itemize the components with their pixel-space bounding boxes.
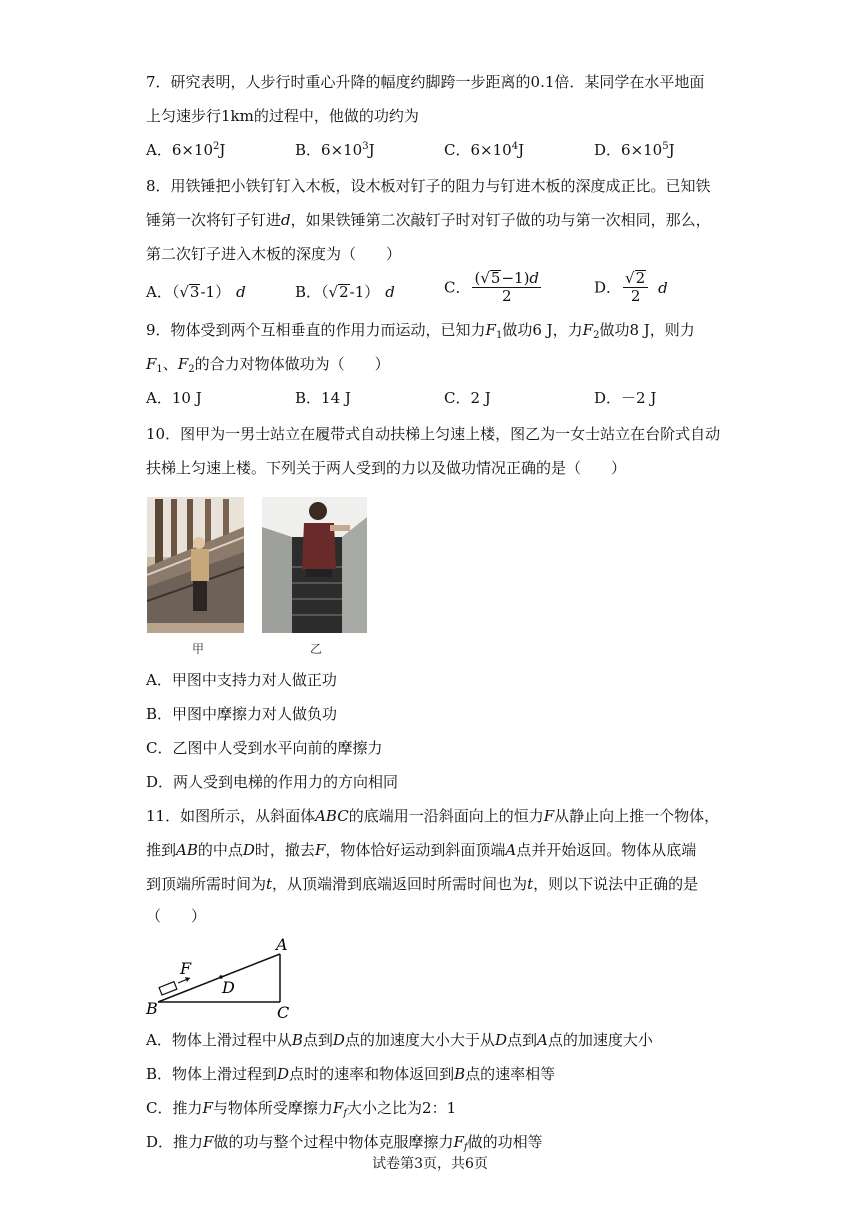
- q10-option-d: D．两人受到电梯的作用力的方向相同: [146, 773, 399, 791]
- q9-stem-line1: 9．物体受到两个互相垂直的作用力而运动，已知力$F_1$做功6 J，力$F_2$做功8 J，则力: [146, 321, 695, 341]
- photo-caption-yi: 乙: [310, 642, 323, 656]
- q7-option-a: A．$6\times 10^2J$: [146, 141, 226, 159]
- q8-option-c: C． $\frac{(√5-1)d}{2}$: [444, 269, 540, 305]
- escalator-photo-yi: [262, 497, 367, 633]
- q8-stem-line3: 第二次钉子进入木板的深度为（ ）: [146, 245, 402, 263]
- label-b: B: [146, 999, 158, 1018]
- label-a: A: [276, 935, 288, 954]
- q8-stem-line1: 8．用铁锤把小铁钉钉入木板，设木板对钉子的阻力与钉进木板的深度成正比。已知铁: [146, 177, 711, 195]
- q10-stem-line1: 10．图甲为一男士站立在履带式自动扶梯上匀速上楼，图乙为一女士站立在台阶式自动: [146, 425, 721, 443]
- q11-option-a: A．物体上滑过程中从B点到D点的加速度大小大于从D点到A点的加速度大小: [146, 1031, 653, 1049]
- page-footer: 试卷第3页，共6页: [372, 1156, 488, 1172]
- q8-option-b: B．（√2-1） d: [295, 283, 395, 301]
- incline-slope-ab: [158, 954, 280, 1002]
- q11-option-b: B．物体上滑过程到D点时的速率和物体返回到B点的速率相等: [146, 1065, 556, 1083]
- q7-stem-line1: 7．研究表明，人步行时重心升降的幅度约脚跨一步距离的0.1倍．某同学在水平地面: [146, 73, 705, 91]
- q7-option-c: C．$6\times 10^4J$: [444, 141, 525, 159]
- q11-stem-line4: （ ）: [146, 907, 207, 925]
- q10-stem-line2: 扶梯上匀速上楼。下列关于两人受到的力以及做功情况正确的是（ ）: [146, 459, 627, 477]
- q11-option-d: D．推力F做的功与整个过程中物体克服摩擦力$F_f$做的功相等: [146, 1133, 543, 1153]
- escalator-photo-jia: [147, 497, 244, 633]
- q10-option-b: B．甲图中摩擦力对人做负功: [146, 705, 338, 723]
- label-d: D: [222, 978, 235, 997]
- q11-stem-line2: 推到AB的中点D时，撤去F，物体恰好运动到斜面顶端A点并开始返回。物体从底端: [146, 841, 697, 859]
- q9-stem-line2: $F_1$、$F_2$的合力对物体做功为（ ）: [146, 355, 390, 375]
- q11-stem-line1: 11．如图所示，从斜面体ABC的底端用一沿斜面向上的恒力F从静止向上推一个物体，: [146, 807, 720, 825]
- q11-stem-line3: 到顶端所需时间为t，从顶端滑到底端返回时所需时间也为t，则以下说法中正确的是: [146, 875, 699, 893]
- q10-option-c: C．乙图中人受到水平向前的摩擦力: [146, 739, 383, 757]
- incline-diagram: [140, 930, 310, 1020]
- q9-option-a: A．10 J: [146, 389, 202, 407]
- label-f: F: [180, 959, 192, 978]
- q11-option-c: C．推力F与物体所受摩擦力$F_f$大小之比为2：1: [146, 1099, 457, 1119]
- q7-stem-line2: 上匀速步行1km的过程中，他做的功约为: [146, 107, 419, 125]
- q9-option-c: C．2 J: [444, 389, 491, 407]
- q10-option-a: A．甲图中支持力对人做正功: [146, 671, 337, 689]
- block-on-incline: [159, 982, 177, 995]
- q9-option-d: D．－2 J: [594, 389, 657, 407]
- label-c: C: [277, 1003, 290, 1020]
- q9-option-b: B．14 J: [295, 389, 351, 407]
- q8-option-a: A．（√3-1） d: [146, 283, 246, 301]
- q8-option-d: D． $\frac{√2}{2}$ d: [594, 269, 668, 305]
- photo-caption-jia: 甲: [192, 642, 205, 656]
- q7-option-d: D．$6\times 10^5J$: [594, 141, 675, 159]
- q8-stem-line2: 锤第一次将钉子钉进d，如果铁锤第二次敲钉子时对钉子做的功与第一次相同，那么，: [146, 211, 711, 229]
- q7-option-b: B．$6\times 10^3J$: [295, 141, 375, 159]
